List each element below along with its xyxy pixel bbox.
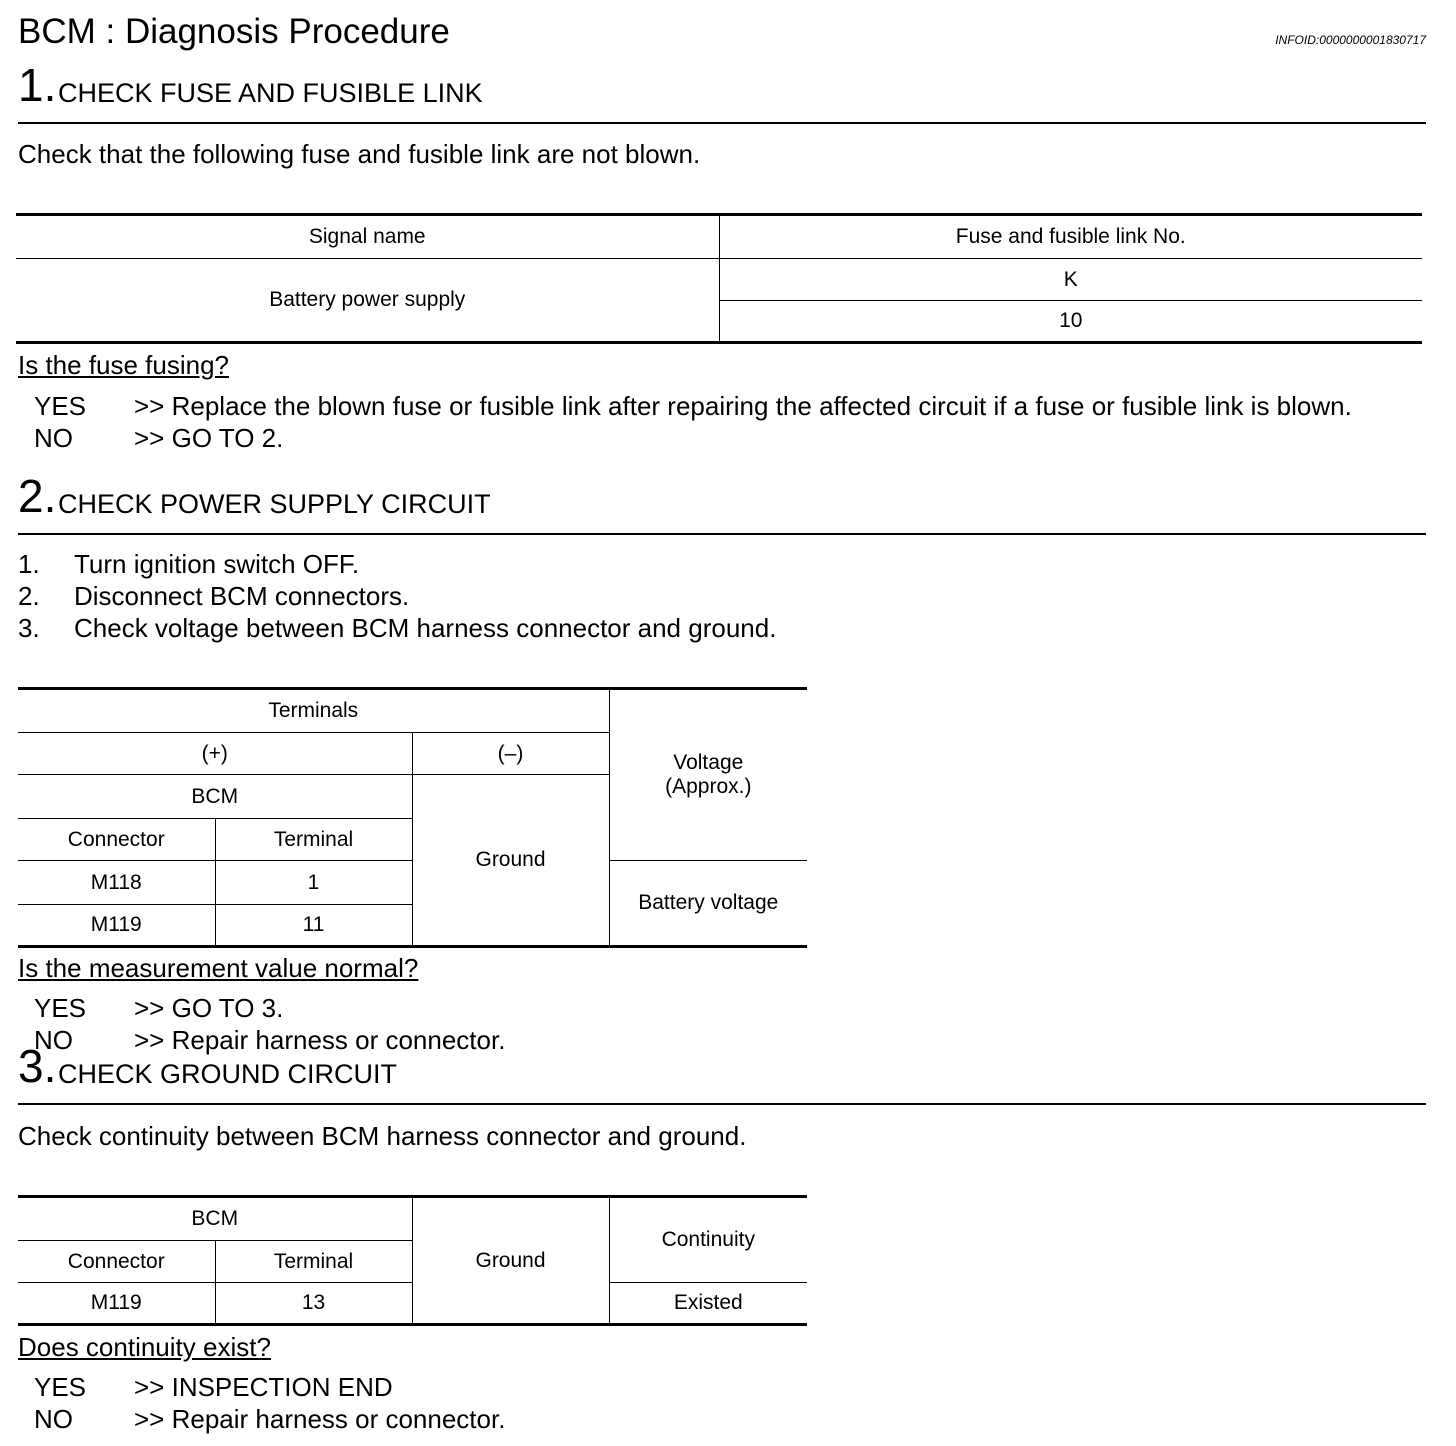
answer-yes <box>34 1371 1426 1403</box>
column-header-bcm: BCM <box>18 1197 412 1241</box>
answer-label: YES <box>34 391 87 421</box>
column-header-plus: (+) <box>18 733 412 775</box>
answer-no <box>34 1403 1426 1435</box>
step-2-heading <box>18 470 1426 535</box>
step-3-answers <box>34 1371 1426 1435</box>
answer-text: >> INSPECTION END <box>134 1372 393 1402</box>
answer-yes <box>34 992 1426 1024</box>
info-id: INFOID:0000000001830717 <box>1275 33 1426 47</box>
list-item: 1. Turn ignition switch OFF. <box>18 549 360 579</box>
step-1-heading <box>18 59 1426 124</box>
column-header-terminals: Terminals <box>18 689 609 733</box>
answer-label: YES <box>34 1372 87 1402</box>
step-number: 3. <box>18 1040 57 1092</box>
step-title: CHECK FUSE AND FUSIBLE LINK <box>58 78 483 108</box>
answer-label: NO <box>34 1025 73 1055</box>
list-item: 2. Disconnect BCM connectors. <box>18 581 410 611</box>
ground-cell: Ground <box>412 775 609 947</box>
voltage-table <box>18 687 807 948</box>
terminal-cell: 11 <box>215 905 412 947</box>
connector-cell: M119 <box>18 905 215 947</box>
column-header-connector: Connector <box>18 1241 215 1283</box>
column-header-bcm: BCM <box>18 775 412 819</box>
terminal-cell: 13 <box>215 1283 412 1325</box>
column-header-terminal: Terminal <box>215 819 412 861</box>
answer-label: NO <box>34 1404 73 1434</box>
fuse-cell: 10 <box>719 301 1422 343</box>
voltage-value-cell: Battery voltage <box>609 861 807 947</box>
step-number: 2. <box>18 470 57 522</box>
connector-cell: M118 <box>18 861 215 905</box>
page-title: BCM : Diagnosis Procedure <box>18 12 450 51</box>
ground-cell: Ground <box>412 1197 609 1325</box>
answer-text: >> Repair harness or connector. <box>134 1025 506 1055</box>
fuse-cell: K <box>719 259 1422 301</box>
answer-yes <box>34 390 1426 422</box>
step-2-instructions <box>18 548 776 644</box>
answer-no <box>34 1024 1426 1056</box>
continuity-table <box>18 1195 807 1326</box>
step-2-question: Is the measurement value normal? <box>18 953 419 983</box>
fuse-table <box>16 213 1422 344</box>
terminal-cell: 1 <box>215 861 412 905</box>
column-header-terminal: Terminal <box>215 1241 412 1283</box>
column-header-connector: Connector <box>18 819 215 861</box>
step-number: 1. <box>18 59 57 111</box>
connector-cell: M119 <box>18 1283 215 1325</box>
continuity-value-cell: Existed <box>609 1283 807 1325</box>
step-3-instruction: Check continuity between BCM harness connector and ground. <box>18 1121 747 1151</box>
column-header-voltage: Voltage (Approx.) <box>609 689 807 861</box>
answer-text: >> GO TO 2. <box>134 423 284 453</box>
signal-name-cell: Battery power supply <box>16 259 719 343</box>
step-3-question: Does continuity exist? <box>18 1332 271 1362</box>
answer-no <box>34 422 1426 454</box>
answer-label: YES <box>34 993 87 1023</box>
answer-text: >> Repair harness or connector. <box>134 1404 506 1434</box>
step-title: CHECK POWER SUPPLY CIRCUIT <box>58 489 491 519</box>
column-header-fuse-no: Fuse and fusible link No. <box>719 215 1422 259</box>
answer-label: NO <box>34 423 73 453</box>
answer-text: >> GO TO 3. <box>134 993 284 1023</box>
step-1-answers <box>34 390 1426 454</box>
answer-text: >> Replace the blown fuse or fusible link after repairing the affected circuit if a fuse or fusible link is blown. <box>134 391 1352 421</box>
column-header-continuity: Continuity <box>609 1197 807 1283</box>
column-header-minus: (–) <box>412 733 609 775</box>
step-1-instruction: Check that the following fuse and fusible link are not blown. <box>18 139 701 169</box>
step-1-question: Is the fuse fusing? <box>18 350 230 380</box>
column-header-signal-name: Signal name <box>16 215 719 259</box>
step-2-answers <box>34 992 1426 1056</box>
list-item: 3. Check voltage between BCM harness connector and ground. <box>18 613 777 643</box>
step-title: CHECK GROUND CIRCUIT <box>58 1059 398 1089</box>
